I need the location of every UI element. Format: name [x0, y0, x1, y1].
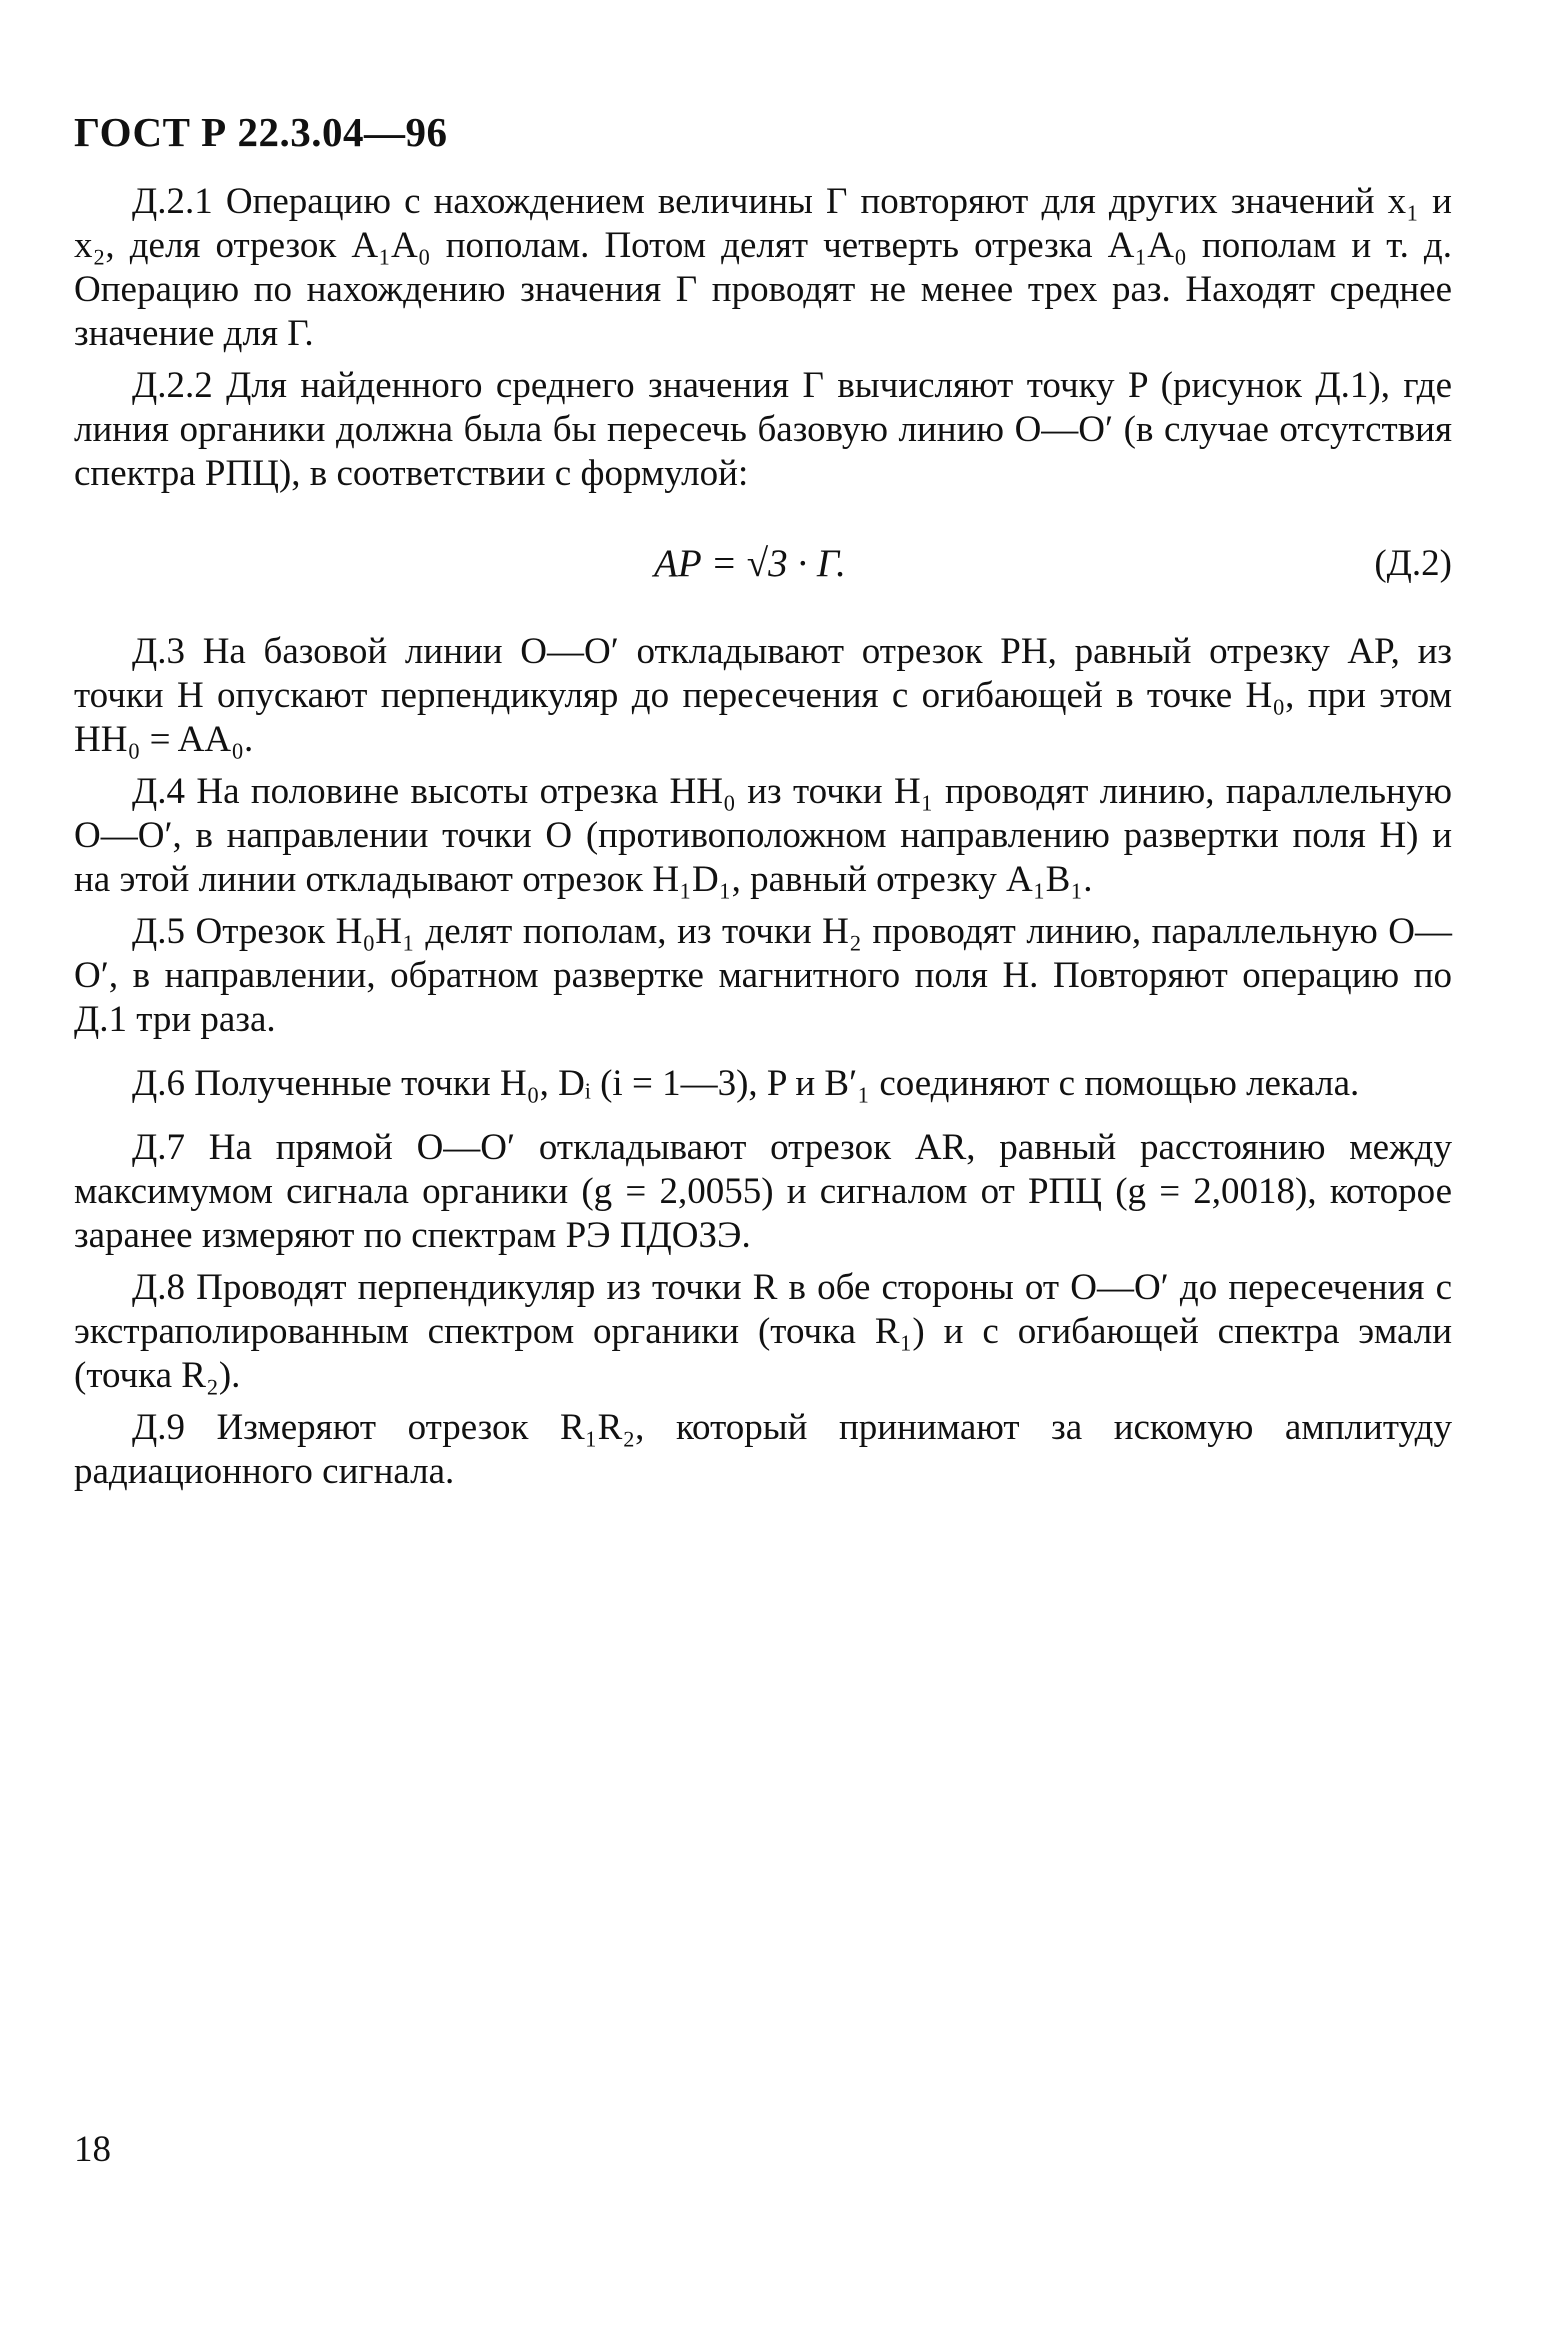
- paragraph-d-2-1: Д.2.1 Операцию с нахождением величины Г повторяют для других значений x₁ и x₂, деля отрезок A₁A₀ пополам. Потом делят четверть отрезка A₁A₀ пополам и т. д. Операцию по нахождению значения Г проводят не менее трех раз. Находят среднее значение для Г.: [74, 181, 1452, 354]
- paragraph-d-2-2: Д.2.2 Для найденного среднего значения Г вычисляют точку P (рисунок Д.1), где линия органики должна была бы пересечь базовую линию O—O′ (в случае отсутствия спектра РПЦ), в соответствии с формулой:: [74, 365, 1452, 494]
- page-number: 18: [74, 2129, 111, 2170]
- document-header: ГОСТ Р 22.3.04—96: [74, 109, 448, 155]
- paragraph-d-6: Д.6 Полученные точки H₀, Dᵢ (i = 1—3), P и B′₁ соединяют с помощью лекала.: [132, 1063, 1360, 1104]
- paragraph-d-7: Д.7 На прямой O—O′ откладывают отрезок AR, равный расстоянию между максимумом сигнала органики (g = 2,0055) и сигналом от РПЦ (g = 2,0018), которое заранее измеряют по спектрам РЭ ПДОЗЭ.: [74, 1127, 1452, 1256]
- paragraph-d-9: Д.9 Измеряют отрезок R₁R₂, который принимают за искомую амплитуду радиационного сигнала.: [74, 1407, 1452, 1492]
- paragraph-d-4: Д.4 На половине высоты отрезка HH₀ из точки H₁ проводят линию, параллельную O—O′, в направлении точки O (противоположном направлению развертки поля H) и на этой линии откладывают отрезок H₁D₁, равный отрезку A₁B₁.: [74, 771, 1452, 900]
- document-body: [74, 180, 1452, 1502]
- paragraph-d-3: Д.3 На базовой линии O—O′ откладывают отрезок PH, равный отрезку AP, из точки H опускают перпендикуляр до пересечения с огибающей в точке H₀, при этом HH₀ = AA₀.: [74, 631, 1452, 760]
- formula-d-2: [74, 530, 1452, 600]
- formula-expression: AP = √3 · Г.: [654, 542, 846, 585]
- paragraph-d-8: Д.8 Проводят перпендикуляр из точки R в обе стороны от O—O′ до пересечения с экстраполированным спектром органики (точка R₁) и с огибающей спектра эмали (точка R₂).: [74, 1267, 1452, 1396]
- paragraph-d-5: Д.5 Отрезок H₀H₁ делят пополам, из точки H₂ проводят линию, параллельную O—O′, в направлении, обратном развертке магнитного поля H. Повторяют операцию по Д.1 три раза.: [74, 911, 1452, 1040]
- formula-number: (Д.2): [1374, 543, 1452, 584]
